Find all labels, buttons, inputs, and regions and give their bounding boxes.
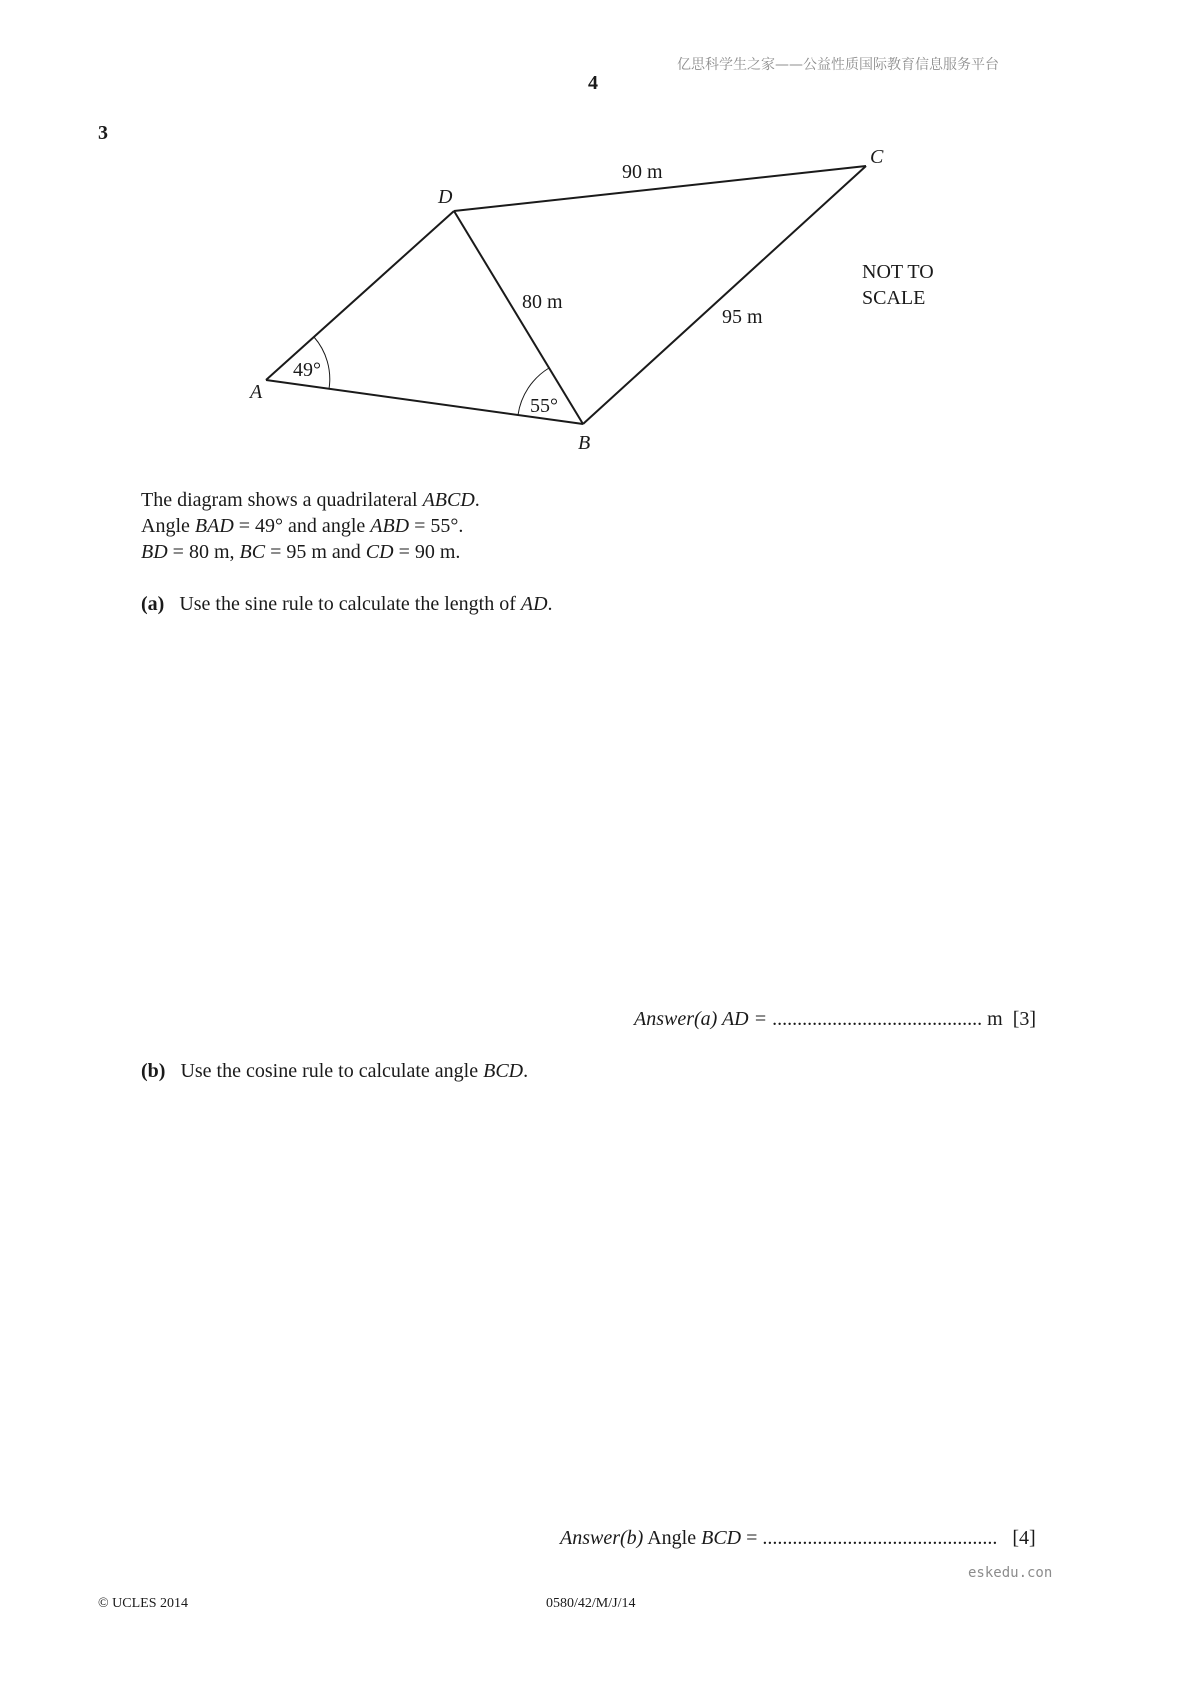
part-a-answer-prefix: Answer(a) AD =	[634, 1008, 768, 1030]
header-watermark: 亿思科学生之家——公益性质国际教育信息服务平台	[677, 57, 999, 73]
vertex-label-d: D	[438, 186, 453, 208]
side-ad	[266, 211, 454, 380]
page-number: 4	[588, 72, 598, 94]
not-to-scale-line1: NOT TO	[862, 261, 934, 283]
part-a-answer-field[interactable]: ..........................................	[772, 1008, 983, 1030]
label-bc-length: 95 m	[722, 306, 763, 328]
vertex-label-a: A	[250, 381, 263, 403]
part-b-label: (b)	[141, 1060, 166, 1082]
part-b-question: (b) Use the cosine rule to calculate angle BCD.	[141, 1060, 529, 1082]
part-b-marks: [4]	[1012, 1527, 1036, 1549]
vertex-label-c: C	[870, 146, 884, 168]
part-a-marks: [3]	[1012, 1008, 1037, 1030]
quadrilateral-diagram	[0, 0, 1190, 460]
part-b-answer-field[interactable]: ...............................................	[762, 1527, 998, 1549]
footer-site-watermark: eskedu.con	[968, 1565, 1053, 1581]
part-a-question: (a) Use the sine rule to calculate the length of AD.	[141, 593, 553, 615]
stem-line-2: Angle BAD = 49° and angle ABD = 55°.	[141, 515, 464, 537]
question-number: 3	[98, 122, 108, 144]
stem-line-1: The diagram shows a quadrilateral ABCD.	[141, 489, 480, 511]
stem-line-3: BD = 80 m, BC = 95 m and CD = 90 m.	[141, 541, 461, 563]
label-angle-b: 55°	[530, 395, 558, 417]
side-cb	[583, 166, 866, 424]
label-dc-length: 90 m	[622, 161, 663, 183]
footer-copyright: © UCLES 2014	[98, 1596, 188, 1611]
part-a-label: (a)	[141, 593, 165, 615]
diagonal-db	[454, 211, 583, 424]
part-a-answer-line: Answer(a) AD = .......................................... m [3]	[634, 1008, 1037, 1030]
footer-paper-code: 0580/42/M/J/14	[546, 1596, 636, 1611]
not-to-scale-line2: SCALE	[862, 287, 926, 309]
label-db-length: 80 m	[522, 291, 563, 313]
part-b-answer-line: Answer(b) Angle BCD = ............................................... [4]	[560, 1527, 1036, 1549]
vertex-label-b: B	[578, 432, 591, 454]
label-angle-a: 49°	[293, 359, 321, 381]
